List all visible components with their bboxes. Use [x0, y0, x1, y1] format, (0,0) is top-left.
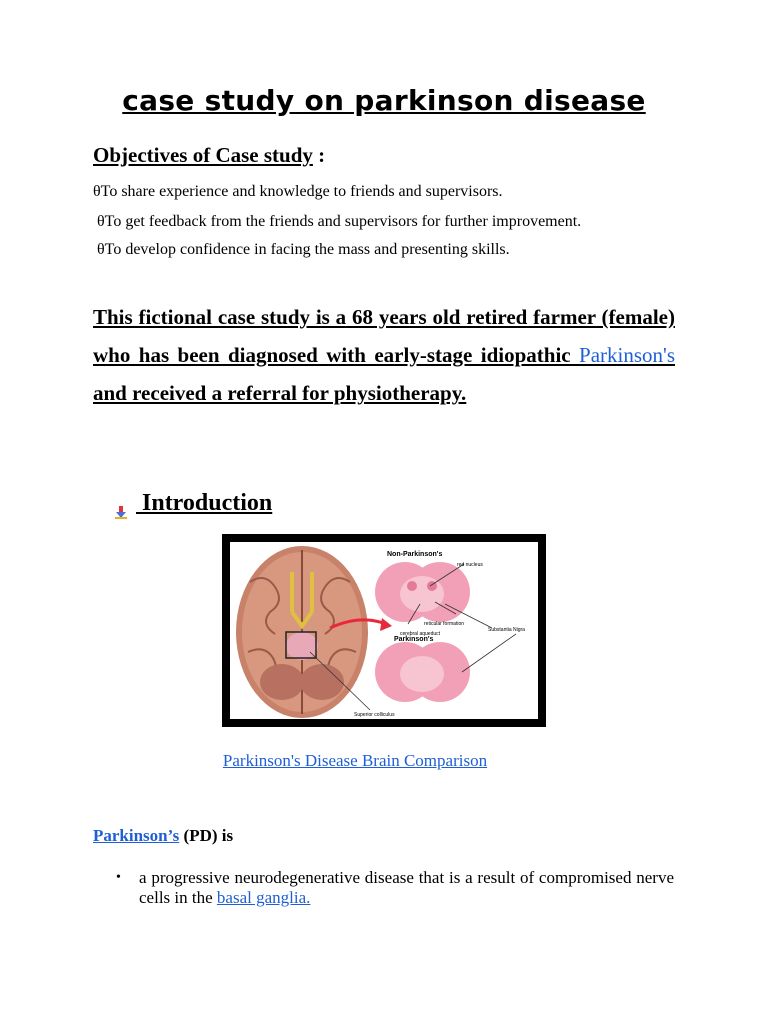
label-red-nucleus: red nucleus — [457, 562, 483, 568]
introduction-heading — [114, 490, 272, 517]
pd-definition-line — [93, 826, 233, 846]
lead-paragraph — [93, 298, 675, 412]
pd-definition-rest: (PD) is — [179, 826, 234, 845]
pd-bullet-text: a progressive neurodegenerative disease that is a result of compromised nerve cells in the — [139, 868, 674, 907]
label-non-parkinsons: Non-Parkinson's — [387, 551, 443, 558]
figure-caption-link[interactable]: Parkinson's Disease Brain Comparison — [222, 751, 488, 770]
parkinsons-pd-link[interactable]: Parkinson’s — [93, 826, 180, 845]
lead-text-start: This fictional case study is a 68 years old retired farmer (female) who has been diagnosed with early-stage idiopathic — [93, 305, 675, 367]
lead-text-end: and received a referral for physiotherapy. — [93, 381, 467, 405]
objectives-heading-colon: : — [312, 143, 326, 167]
basal-ganglia-link[interactable]: basal ganglia. — [216, 888, 311, 907]
label-parkinsons: Parkinson's — [394, 636, 434, 643]
list-item — [139, 868, 674, 908]
parkinsons-link[interactable]: Parkinson's — [579, 343, 675, 367]
figure-image — [230, 542, 538, 719]
label-reticular: reticular formation — [424, 621, 465, 627]
label-colliculus: Superior colliculus — [354, 712, 395, 718]
arrow-bullet-icon — [114, 499, 128, 513]
midbrain-section-non-pd — [375, 562, 470, 622]
bullet-dot-icon: • — [116, 870, 121, 885]
document-title: case study on parkinson disease — [122, 84, 646, 117]
introduction-label: Introduction — [136, 490, 273, 516]
objective-item: θTo develop confidence in facing the mass and presenting skills. — [97, 241, 510, 258]
objective-item: θTo share experience and knowledge to friends and supervisors. — [93, 183, 503, 200]
objectives-heading — [93, 143, 325, 168]
brain-illustration — [236, 546, 368, 718]
label-nigra: Substantia Nigra — [488, 627, 525, 633]
label-aqueduct: cerebral aqueduct — [400, 631, 441, 637]
objectives-heading-text: Objectives of Case study — [93, 143, 313, 167]
brain-comparison-figure — [222, 534, 546, 727]
midbrain-section-pd — [375, 642, 470, 702]
objective-item: θTo get feedback from the friends and supervisors for further improvement. — [97, 213, 582, 230]
